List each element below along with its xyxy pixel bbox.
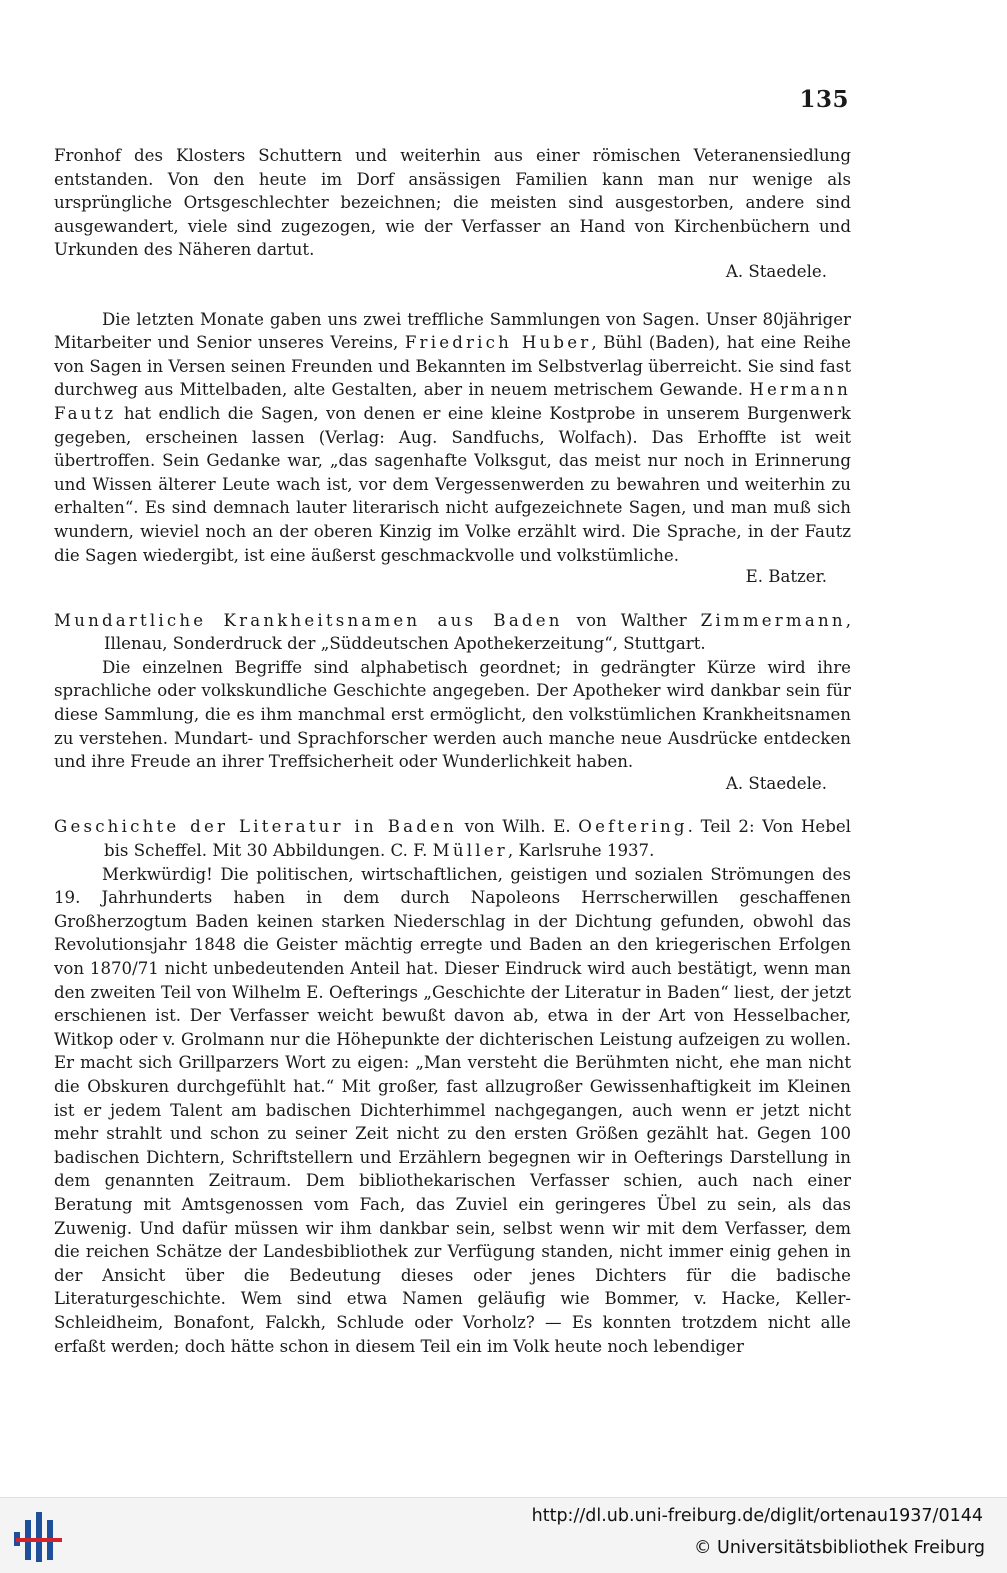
book-title: Mundartliche Krankheitsnamen aus Baden (54, 610, 563, 630)
text-fragment: von Walther (562, 610, 701, 630)
publisher-name-mueller: Müller (432, 841, 508, 861)
paragraph-sagen-review (54, 308, 851, 568)
paragraph-village-history: Fronhof des Klosters Schuttern und weiterhin aus einer römischen Veteranensiedlung entstanden. Von den heute im Dorf ansässigen Familien kann man nur wenige als ursprüngliche Ortsgeschlechter bezeichnen; die meisten sind ausgestorben, andere sind ausgewandert, viele sind zugezogen, wie der Verfasser an Hand von Kirchenbüchern und Urkunden des Näheren dartut. (54, 146, 851, 260)
ub-freiburg-logo-icon (12, 1512, 64, 1562)
page-number: 135 (799, 86, 849, 113)
review-heading-krankheitsnamen (54, 609, 851, 656)
book-title: Geschichte der Literatur in Baden (54, 817, 457, 837)
viewer-footer (0, 1497, 1007, 1573)
text-fragment: , Karlsruhe 1937. (507, 841, 655, 861)
person-name-huber: Friedrich Huber (404, 333, 592, 353)
author-name-zimmermann: Zimmermann (700, 610, 846, 630)
permalink-url[interactable]: http://dl.ub.uni-freiburg.de/diglit/ortenau1937/0144 (531, 1506, 983, 1526)
text-fragment: , Illenau, Sonderdruck der „Süddeutschen Apothekerzeitung“, Stuttgart. (104, 610, 851, 654)
signature-staedele-2: A. Staedele. (725, 773, 827, 793)
paragraph-krankheitsnamen-review: Die einzelnen Begriffe sind alphabetisch geordnet; in gedrängter Kürze wird ihre sprachliche oder volkskundliche Geschichte angegeben. Der Apotheker wird dankbar sein für diese Sammlung, die es ihm manchmal erst ermöglicht, den volkstümlichen Krankheitsnamen zu verstehen. Mundart- und Sprachforscher werden auch manche neue Ausdrücke entdecken und ihre Freude an ihrer Treffsicherheit oder Wunderlichkeit haben. (54, 657, 851, 772)
copyright-notice: © Universitätsbibliothek Freiburg (693, 1538, 985, 1558)
page-body (54, 144, 851, 1358)
review-heading-literatur (54, 815, 851, 862)
text-fragment: , Bühl (Baden), hat eine Reihe von Sagen in Versen seinen Freunden und Bekannten im Selbstverlag überreicht. Sie sind fast durchweg aus Mittelbaden, alte Gestalten, aber in neuem metrischem Gewande. (54, 333, 851, 400)
person-name-fautz: Hermann Fautz (54, 380, 851, 423)
signature-staedele-1: A. Staedele. (725, 261, 827, 281)
text-fragment: Die letzten Monate gaben uns zwei treffliche Sammlungen von Sagen. Unser 80jähriger Mitarbeiter und Senior unseres Vereins, (54, 309, 851, 353)
paragraph-literatur-review: Merkwürdig! Die politischen, wirtschaftlichen, geistigen und sozialen Strömungen des 19. Jahrhunderts haben in dem durch Napoleons Herrscherwillen geschaffenen Großherzogtum Baden keinen starken Niederschlag in der Dichtung gefunden, obwohl das Revolutionsjahr 1848 die Geister mächtig erregte und Baden an den kriegerischen Erfolgen von 1870/71 nicht unbedeutenden Anteil hat. Dieser Eindruck wird auch bestätigt, wenn man den zweiten Teil von Wilhelm E. Oefterings „Geschichte der Literatur in Baden“ liest, der jetzt erschienen ist. Der Verfasser weicht bewußt davon ab, etwa in der Art von Hesselbacher, Witkop oder v. Grolmann nur die Höhepunkte der dichterischen Leistung aufzeigen zu wollen. Er macht sich Grillparzers Wort zu eigen: „Man versteht die Berühmten nicht, ehe man nicht die Obskuren durchgefühlt hat.“ Mit großer, fast allzugroßer Gewissenhaftigkeit im Kleinen ist er jedem Talent am badischen Dichterhimmel nachgegangen, auch wenn er jetzt nicht mehr strahlt und schon zu seiner Zeit nicht zu den ersten Größen gezählt hat. Gegen 100 badischen Dichtern, Schriftstellern und Erzählern begegnen wir in Oefterings Darstellung in dem genannten Zeitraum. Dem bibliothekarischen Verfasser schien, auch nach einer Beratung mit Amtsgenossen vom Fach, das Zuviel ein geringeres Übel zu sein, als das Zuwenig. Und dafür müssen wir ihm dankbar sein, selbst wenn wir mit dem Verfasser, dem die reichen Schätze der Landesbibliothek zur Verfügung standen, nicht immer einig gehen in der Ansicht über die Bedeutung dieses oder jenes Dichters für die badische Literaturgeschichte. Wem sind etwa Namen geläufig wie Bommer, v. Hacke, Keller-Schleidheim, Bonafont, Falckh, Schlude oder Vorholz? — Es konnten trotzdem nicht alle erfaßt werden; doch hätte schon in diesem Teil ein im Volk heute noch lebendiger (54, 864, 851, 1356)
signature-batzer: E. Batzer. (745, 567, 827, 587)
text-fragment: hat endlich die Sagen, von denen er eine kleine Kostprobe in unserem Burgenwerk gegeben, erscheinen lassen (Verlag: Aug. Sandfuchs, Wolfach). Das Erhoffte ist weit übertroffen. Sein Gedanke war, „das sagenhafte Volksgut, das meist nur noch in Erinnerung und Wissen älterer Leute wach ist, vor dem Vergessenwerden zu bewahren und weiterhin zu erhalten“. Es sind demnach lauter literarisch nicht aufgezeichnete Sagen, und man muß sich wundern, wieviel noch an der oberen Kinzig im Volke erzählt wird. Die Sprache, in der Fautz die Sagen wiedergibt, ist eine äußerst geschmackvolle und volkstümliche. (54, 403, 851, 565)
text-fragment: von Wilh. E. (456, 817, 579, 837)
text-fragment: . Teil 2: Von Hebel bis Scheffel. Mit 30 Abbildungen. C. F. (104, 817, 851, 861)
author-name-oeftering: Oeftering (578, 817, 688, 837)
